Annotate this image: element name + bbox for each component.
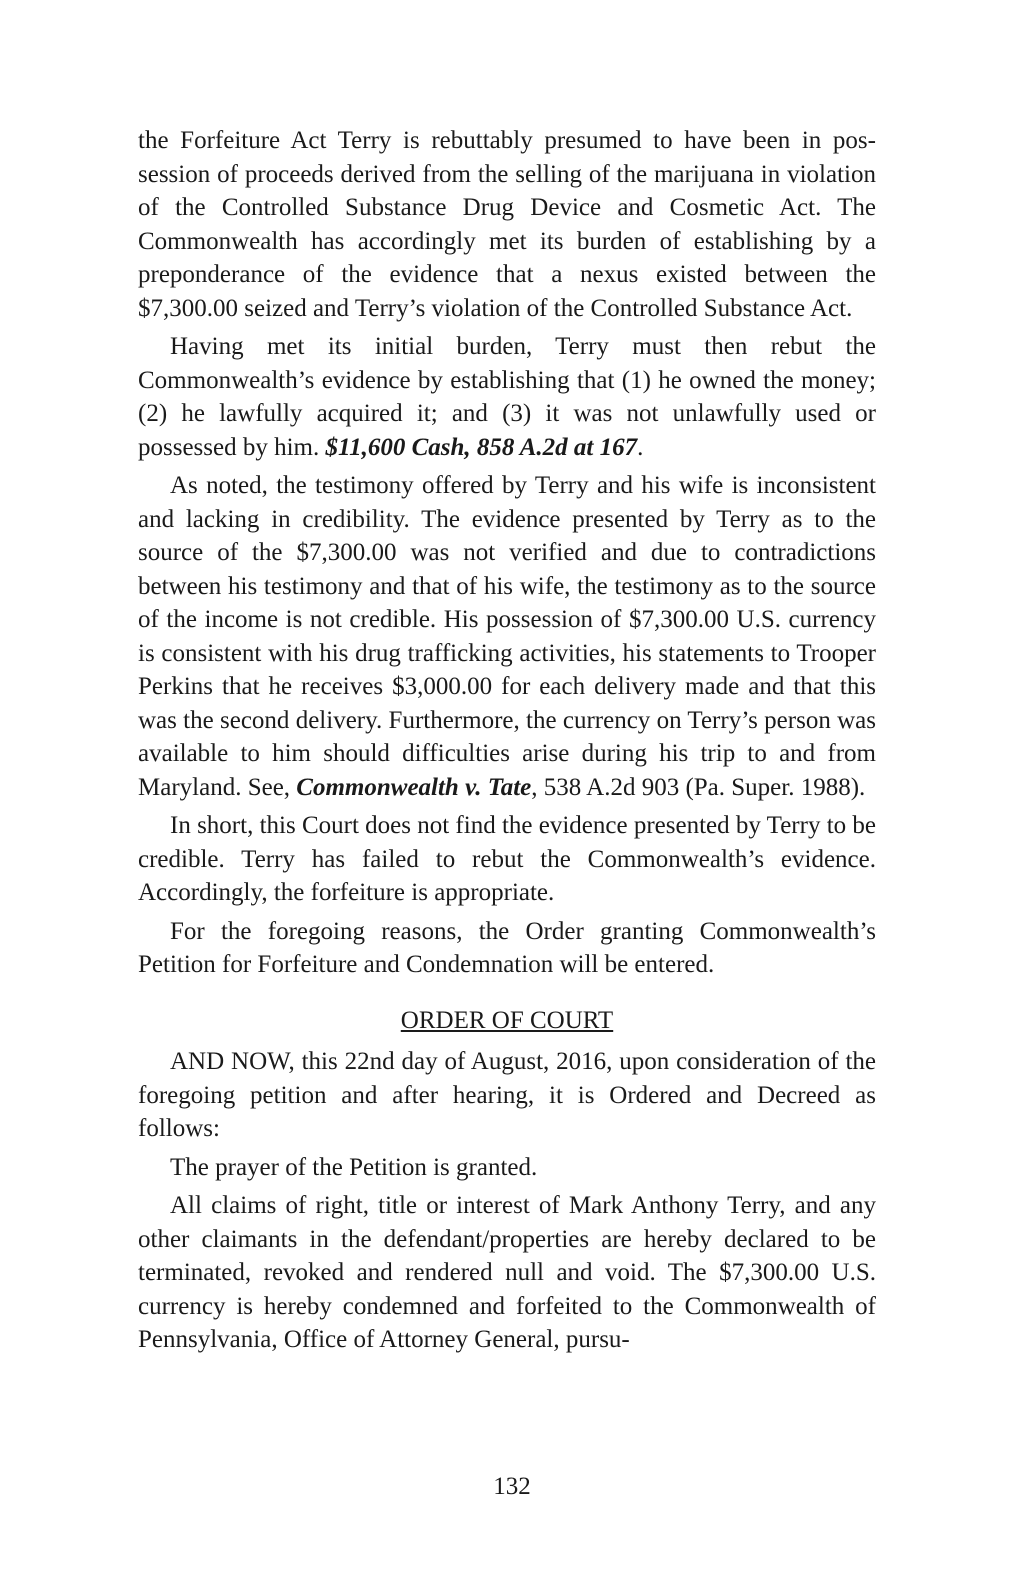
case-citation-tate: Commonwealth v. Tate (296, 773, 532, 801)
paragraph-rebuttal-text: Having met its initial burden, Terry must then rebut the Commonwealth’s evidence by establishing that (1) he owned the money; (2) he lawfully acquired it; and (3) it was not unlawfully used or possessed by him. (138, 333, 876, 461)
page-body (138, 124, 876, 1362)
paragraph-rebuttal-end: . (637, 433, 644, 461)
paragraph-conclusion: In short, this Court does not find the evidence presented by Terry to be credible. Terry has failed to rebut the Commonwealth’s evidence. Accordingly, the forfeiture is appropriate. (138, 812, 876, 906)
paragraph-rebuttal-burden (138, 330, 876, 464)
page-number: 132 (493, 1473, 531, 1500)
paragraph-credibility (138, 469, 876, 804)
paragraph-and-now: AND NOW, this 22nd day of August, 2016, upon consideration of the foregoing petition and after hearing, it is Ordered and Decreed as follows: (138, 1048, 876, 1142)
paragraph-order-entry: For the foregoing reasons, the Order granting Commonwealth’s Petition for Forfeiture and Condemnation will be entered. (138, 917, 876, 978)
paragraph-claims-terminated: All claims of right, title or interest of Mark Anthony Terry, and any other claimants in the defendant/properties are hereby declared to be terminated, revoked and rendered null and void. The $7,300.00 U.S. currency is hereby condemned and forfeited to the Commonwealth of Pennsylvania, Office of Attorney General, pursu- (138, 1192, 876, 1353)
order-heading: ORDER OF COURT (400, 1006, 614, 1034)
case-citation-cash: $11,600 Cash, 858 A.2d at 167 (325, 433, 638, 461)
paragraph-prayer-granted: The prayer of the Petition is granted. (170, 1153, 538, 1181)
paragraph-forfeiture-presumption: the Forfeiture Act Terry is rebuttably presumed to have been in possession of proceeds derived from the selling of the marijuana in violation of the Controlled Substance Drug Device and Cosmetic Act. The Commonwealth has accordingly met its burden of establishing by a preponderance of the evidence that a nexus existed between the $7,300.00 seized and Terry’s violation of the Controlled Substance Act. (138, 127, 876, 322)
paragraph-credibility-text: As noted, the testimony offered by Terry and his wife is inconsistent and lacking in credibility. The evidence presented by Terry as to the source of the $7,300.00 was not verified and due to contradictions between his testimony and that of his wife, the testimony as to the source of the income is not credible. His possession of $7,300.00 U.S. currency is consistent with his drug trafficking activities, his statements to Trooper Perkins that he receives $3,000.00 for each delivery made and that this was the second delivery. Furthermore, the currency on Terry’s person was available to him should difficulties arise during his trip to and from Maryland. See, (138, 472, 876, 801)
paragraph-credibility-end: , 538 A.2d 903 (Pa. Super. 1988). (531, 773, 866, 801)
